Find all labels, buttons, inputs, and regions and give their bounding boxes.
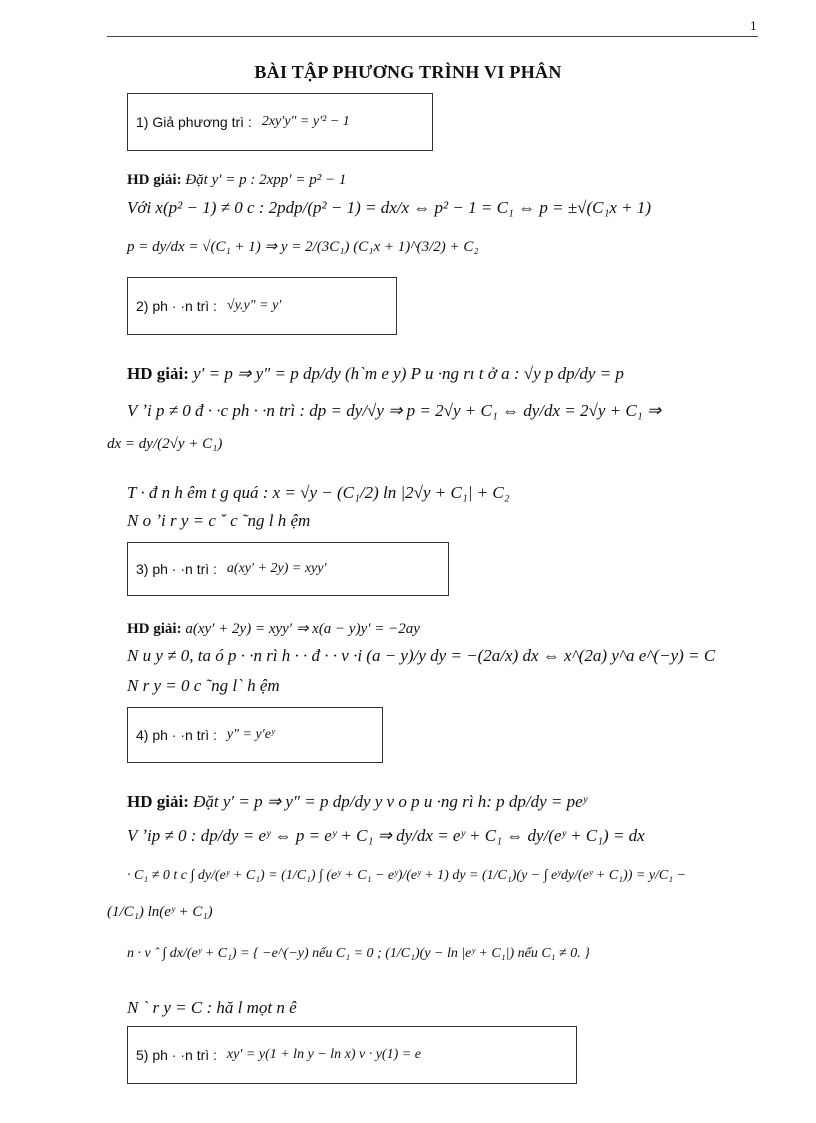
problem-1-solution-line-1: HD giải: Đặt y′ = p : 2xpp′ = p² − 1	[127, 172, 347, 188]
problem-2-solution-line-5: N o ʼi r y = c ˇ c ˜ng l h ệm	[127, 511, 311, 530]
problem-3-box	[127, 542, 449, 596]
problem-2-solution-line-1: HD giải: y′ = p ⇒ y" = p dp/dy (h`m e y) P u ·ng rı t ở a : √y p dp/dy = p	[127, 364, 624, 383]
problem-4-solution-line-5: n · v ˆ ∫ dx/(eʸ + C₁) = { −e^(−y) nếu C₁ = 0 ; (1/C₁)(y − ln |eʸ + C₁|) nếu C₁ ≠ 0. }	[127, 946, 590, 961]
problem-4-box	[127, 707, 383, 763]
problem-3-solution-line-1: HD giải: a(xy′ + 2y) = xyy′ ⇒ x(a − y)y′ = −2ay	[127, 621, 420, 637]
problem-3-label: 3) ph · ·n trì :	[136, 561, 217, 577]
page-title: BÀI TẬP PHƯƠNG TRÌNH VI PHÂN	[254, 62, 562, 82]
problem-4-solution-line-1: HD giải: Đặt y′ = p ⇒ y" = p dp/dy y v o p u ·ng rì h: p dp/dy = peʸ	[127, 792, 587, 811]
problem-1-solution-line-3: p = dy/dx = √(C₁ + 1) ⇒ y = 2/(3C₁) (C₁x + 1)^(3/2) + C₂	[127, 239, 479, 255]
problem-4-equation: y" = y′eʸ	[226, 727, 275, 742]
problem-2-solution-line-2: V ʼi p ≠ 0 đ · ·c ph · ·n trì : dp = dy/√y ⇒ p = 2√y + C₁ ⇔ dy/dx = 2√y + C₁ ⇒	[127, 401, 662, 420]
problem-4-solution-line-2: V ʼip ≠ 0 : dp/dy = eʸ ⇔ p = eʸ + C₁ ⇒ dy/dx = eʸ + C₁ ⇔ dy/(eʸ + C₁) = dx	[127, 826, 645, 845]
problem-2-solution-line-4: T · đ n h êm t g quá : x = √y − (C₁/2) ln |2√y + C₁| + C₂	[127, 483, 510, 502]
problem-1-box	[127, 93, 433, 151]
problem-4-label: 4) ph · ·n trì :	[136, 727, 217, 743]
problem-2-solution-line-3: dx = dy/(2√y + C₁)	[107, 436, 223, 452]
page-number: 1	[750, 20, 757, 33]
problem-3-equation: a(xy′ + 2y) = xyy′	[226, 561, 327, 576]
problem-3-solution-line-3: N r y = 0 c ˜ng l` h ệm	[127, 676, 280, 695]
problem-2-label: 2) ph · ·n trì :	[136, 298, 217, 314]
problem-1-label: 1) Giả phương trì :	[136, 114, 252, 130]
problem-1-solution-line-2: Với x(p² − 1) ≠ 0 c : 2pdp/(p² − 1) = dx/x ⇔ p² − 1 = C₁ ⇔ p = ±√(C₁x + 1)	[127, 198, 652, 217]
problem-1-equation: 2xy′y" = y′² − 1	[261, 114, 350, 129]
problem-2-equation: √y.y" = y′	[226, 298, 282, 313]
hd-label: HD giải:	[127, 364, 189, 383]
problem-4-solution-line-4: (1/C₁) ln(eʸ + C₁)	[107, 904, 213, 920]
problem-5-label: 5) ph · ·n trì :	[136, 1047, 217, 1063]
problem-4-solution-line-3: · C₁ ≠ 0 t c ∫ dy/(eʸ + C₁) = (1/C₁) ∫ (eʸ + C₁ − eʸ)/(eʸ + 1) dy = (1/C₁)(y − ∫ eʸdy/(eʸ + C₁)) = y/C₁ −	[127, 868, 687, 883]
problem-5-box	[127, 1026, 577, 1084]
hd-label: HD giải:	[127, 172, 182, 188]
problem-2-box	[127, 277, 397, 335]
header-rule	[107, 36, 758, 37]
problem-3-solution-line-2: N u y ≠ 0, ta ó p · ·n rì h · · đ · · v ·i (a − y)/y dy = −(2a/x) dx ⇔ x^(2a) y^a e^(−y) = C	[127, 646, 716, 665]
hd-label: HD giải:	[127, 621, 182, 637]
problem-5-equation: xy′ = y(1 + ln y − ln x) v · y(1) = e	[226, 1047, 421, 1062]
hd-label: HD giải:	[127, 792, 189, 811]
problem-4-solution-line-6: N ` r y = C : hă l mọt n ê	[127, 998, 297, 1017]
